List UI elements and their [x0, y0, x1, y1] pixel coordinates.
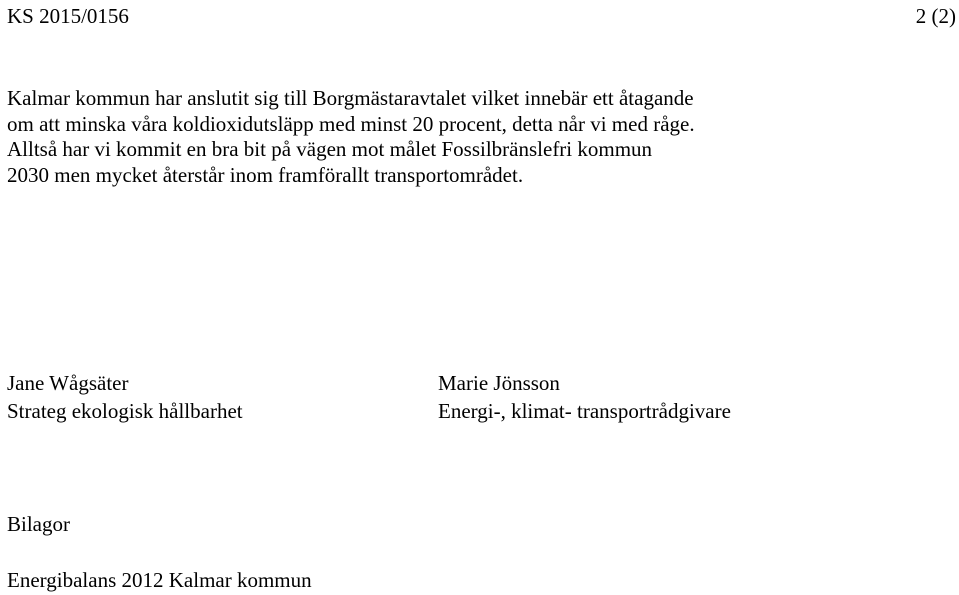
signature-name: Marie Jönsson: [438, 371, 560, 395]
body-line: Kalmar kommun har anslutit sig till Borgmästaravtalet vilket innebär ett åtagande: [7, 86, 694, 110]
signature-block-right: [438, 369, 731, 425]
body-line: om att minska våra koldioxidutsläpp med minst 20 procent, detta når vi med råge.: [7, 111, 695, 136]
page-header: [7, 3, 956, 29]
signature-title: Strateg ekologisk hållbarhet: [7, 399, 243, 423]
document-number: KS 2015/0156: [7, 4, 129, 28]
attachment-item: Energibalans 2012 Kalmar kommun: [7, 568, 312, 592]
body-line: Alltså har vi kommit en bra bit på vägen mot målet Fossilbränslefri kommun: [7, 137, 653, 162]
signature-block-left: [7, 369, 243, 425]
body-line: 2030 men mycket återstår inom framförallt transportområdet.: [7, 162, 524, 187]
signature-name: Jane Wågsäter: [7, 371, 129, 395]
body-paragraph: [7, 86, 957, 188]
attachments-heading: Bilagor: [7, 512, 70, 536]
signature-title: Energi-, klimat- transportrådgivare: [438, 399, 731, 423]
page-number: 2 (2): [915, 4, 956, 28]
